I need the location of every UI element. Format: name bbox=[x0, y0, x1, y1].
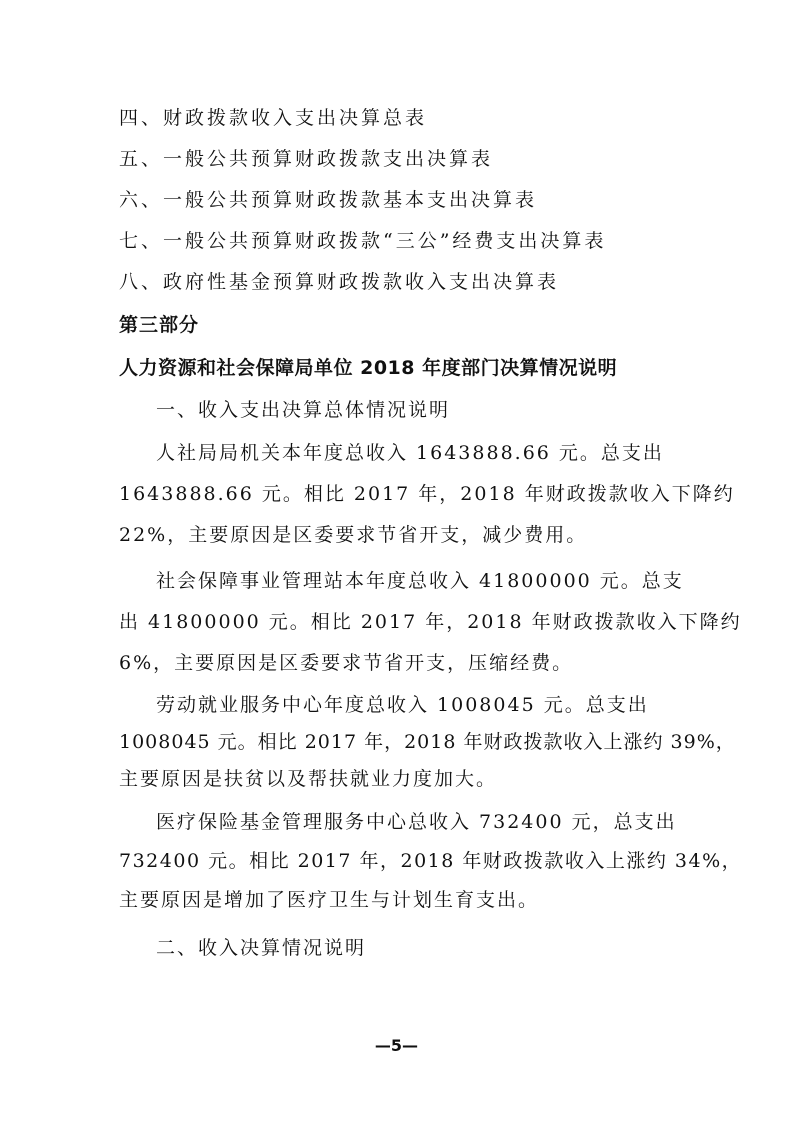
paragraph-4-line-2: 732400 元。相比 2017 年，2018 年财政拨款收入上涨约 34%， bbox=[119, 850, 743, 872]
paragraph-3-line-2: 1008045 元。相比 2017 年，2018 年财政拨款收入上涨约 39%， bbox=[119, 731, 736, 753]
part-heading: 第三部分 bbox=[119, 314, 200, 336]
paragraph-4-line-3: 主要原因是增加了医疗卫生与计划生育支出。 bbox=[119, 889, 540, 911]
paragraph-3-line-1: 劳动就业服务中心年度总收入 1008045 元。总支出 bbox=[156, 694, 649, 716]
subsection-heading-2: 二、收入决算情况说明 bbox=[156, 937, 367, 959]
paragraph-2-line-1: 社会保障事业管理站本年度总收入 41800000 元。总支 bbox=[156, 570, 684, 592]
paragraph-1-line-1: 人社局局机关本年度总收入 1643888.66 元。总支出 bbox=[156, 442, 664, 464]
paragraph-4-line-1: 医疗保险基金管理服务中心总收入 732400 元，总支出 bbox=[156, 811, 677, 833]
list-item-6: 六、一般公共预算财政拨款基本支出决算表 bbox=[119, 189, 538, 211]
list-item-8: 八、政府性基金预算财政拨款收入支出决算表 bbox=[119, 271, 560, 293]
page-number: —5— bbox=[374, 1036, 419, 1055]
section-title: 人力资源和社会保障局单位 2018 年度部门决算情况说明 bbox=[119, 357, 618, 379]
paragraph-3-line-3: 主要原因是扶贫以及帮扶就业力度加大。 bbox=[119, 768, 498, 790]
list-item-5: 五、一般公共预算财政拨款支出决算表 bbox=[119, 148, 494, 170]
list-item-7: 七、一般公共预算财政拨款“三公”经费支出决算表 bbox=[119, 230, 607, 252]
paragraph-2-line-3: 6%，主要原因是区委要求节省开支，压缩经费。 bbox=[119, 652, 574, 674]
paragraph-1-line-3: 22%，主要原因是区委要求节省开支，减少费用。 bbox=[119, 524, 588, 546]
subsection-heading-1: 一、收入支出决算总体情况说明 bbox=[156, 399, 451, 421]
paragraph-2-line-2: 出 41800000 元。相比 2017 年，2018 年财政拨款收入下降约 bbox=[119, 611, 742, 633]
paragraph-1-line-2: 1643888.66 元。相比 2017 年，2018 年财政拨款收入下降约 bbox=[119, 483, 735, 505]
list-item-4: 四、财政拨款收入支出决算总表 bbox=[119, 107, 428, 129]
